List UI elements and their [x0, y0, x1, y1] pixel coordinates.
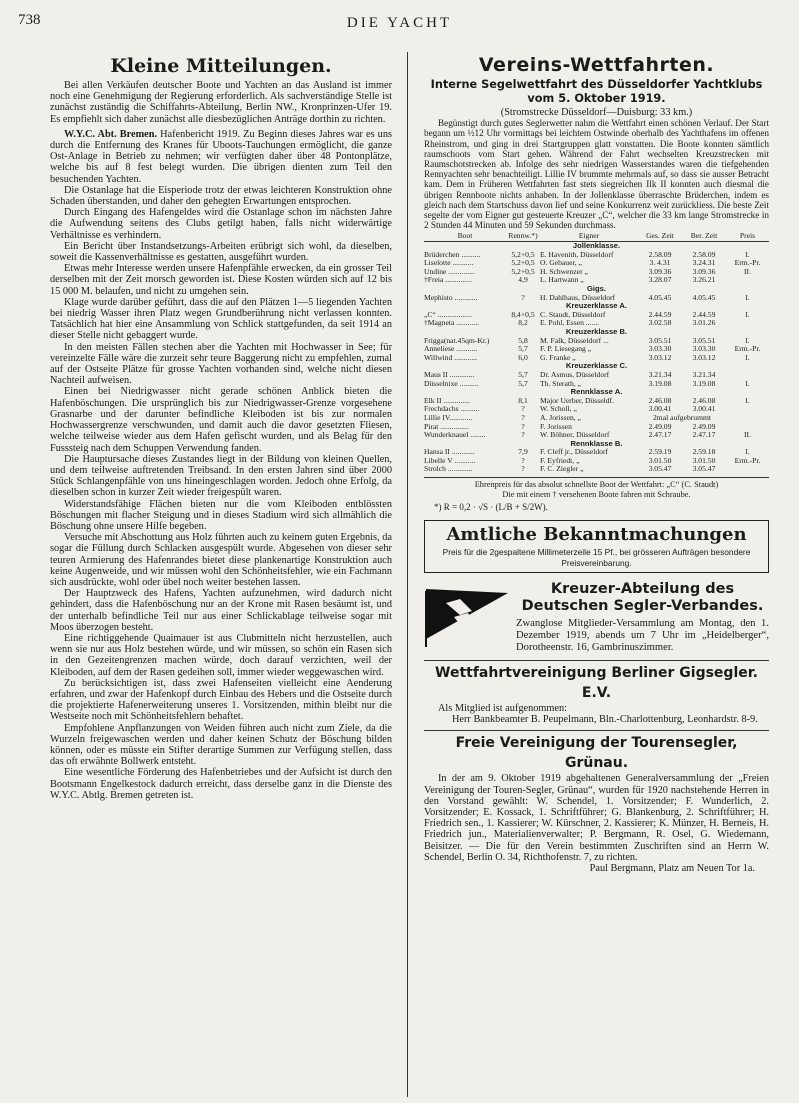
- results-header-row: [424, 232, 769, 241]
- table-cell: 3.19.08: [692, 379, 716, 388]
- col-header: Ges. Zeit: [638, 232, 682, 241]
- class-header-row: [424, 362, 769, 371]
- table-cell: Brüderchen ..........: [424, 250, 481, 259]
- table-cell: E. Pohl, Essen .......: [540, 319, 600, 328]
- table-cell: 3.00.41: [648, 405, 672, 414]
- table-cell: 3.00.41: [692, 405, 716, 414]
- table-cell: I.: [745, 353, 750, 362]
- table-cell: 5,2+0,5: [511, 259, 535, 268]
- table-cell: Dr. Asmus, Düsseldorf: [540, 370, 610, 379]
- table-cell: II.: [744, 267, 751, 276]
- paragraph: Etwas mehr Interesse werden unsere Hafenpfähle erwecken, da ein grosser Teil derselben mit der Zeit morsch geworden ist. Diese Kosten würden sich auf 12 bis 15 000 M. belaufen, und nicht zu umgehen sein.: [50, 263, 392, 297]
- table-cell: Hansa II ............: [424, 448, 475, 457]
- tourensegler-signature: Paul Bergmann, Platz am Neuen Tor 1a.: [589, 863, 755, 875]
- paragraph: Zu berücksichtigen ist, dass zwei Hafenseiten vielleicht eine Aenderung erfahren, und zwar der Hafenkopf durch Einbau des Hebers und die Ostseite durch die projektierte Hafenerweiterung unseres 1. Vorsitzenden, mithin bleibt nur die Westseite noch mit Schönheitsfehlern behaftet.: [50, 677, 392, 723]
- table-row: [424, 294, 769, 303]
- kreuzer-notice: [424, 581, 769, 654]
- class-name: Kreuzerklasse B.: [565, 327, 628, 336]
- table-cell: Liselotte ...........: [424, 259, 474, 268]
- table-cell: 3.03.30: [692, 345, 716, 354]
- table-cell: I.: [745, 293, 750, 302]
- wyc-text: Hafenbericht 1919. Zu Beginn dieses Jahres war es uns durch die Entfernung des Kranes für Uboots-Tauchungen ermöglicht, die ganze Ost-Anlage in Betrieb zu nehmen; wir verfügten daher über 48 Pontonplätze, welche bis auf 8 fest belegt wurden. Die übrigen dienten zum Teil den besuchenden Yachten.: [50, 128, 392, 185]
- section-title-vereins-wettfahrten: Vereins-Wettfahrten.: [478, 54, 715, 76]
- paragraph: Die Hauptursache dieses Zustandes liegt in der Bildung von kleinen Quellen, und dem teilweise auftretenden Treibsand. In den ersten Jahren sind über 2000 Stück Schlangenpfähle von uns hineingeschlagen worden. Jedoch ohne Erfolg, da dieselben schon in kurzer Zeit wieder freigespült waren.: [50, 453, 392, 499]
- table-row: [424, 465, 769, 474]
- table-row: [424, 380, 769, 389]
- table-cell: II.: [744, 431, 751, 440]
- table-row: [424, 354, 769, 363]
- table-cell: 3.19.08: [648, 379, 672, 388]
- divider: [424, 477, 769, 478]
- table-cell: 8,1: [518, 396, 528, 405]
- section-title-kleine-mitteilungen: Kleine Mitteilungen.: [110, 55, 332, 77]
- table-row: [424, 457, 769, 466]
- table-cell: 2.59.18: [692, 448, 716, 457]
- table-cell: 5,7: [518, 345, 528, 354]
- table-cell: 3.05.47: [648, 465, 672, 474]
- table-cell: Strolch .............: [424, 465, 473, 474]
- table-row: [424, 448, 769, 457]
- table-cell: G. Franke „: [540, 353, 576, 362]
- table-cell: Anneliese ...........: [424, 345, 478, 354]
- table-cell: Lillie IV............: [424, 413, 473, 422]
- table-row: [424, 423, 769, 432]
- table-cell: 6,0: [518, 353, 528, 362]
- left-column: [50, 52, 392, 801]
- wettfahrtvereinigung-title: Wettfahrtvereinigung Berliner Gigsegler. E.V.: [435, 665, 758, 702]
- table-cell: 5,2+0,5: [511, 267, 535, 276]
- table-cell: [726, 423, 769, 432]
- table-cell: F. Eyfriedt, „: [540, 456, 580, 465]
- table-cell: 2.47.17: [648, 431, 672, 440]
- table-cell: 2.59.19: [648, 448, 672, 457]
- paragraph: Empfohlene Anpflanzungen von Weiden führen auch nicht zum Ziele, da die Wurzeln freigewaschen werden und daher keinen Schutz der Böschung bilden können, oder es müsste ein Stifter derartige Summen zur Verfügung stellen, dass das oft erwähnte Bollwerk entsteht.: [50, 722, 392, 768]
- paragraph: Der Hauptzweck des Hafens, Yachten aufzunehmen, wird dadurch nicht gehindert, dass die Hafenböschung nur an der Krone mit Rasen besäumt ist, und der unterhalb befindliche Teil nur aus einer Schlickablage teilweise sogar mit Moos überzogen besteht.: [50, 588, 392, 633]
- class-name: Jollenklasse.: [572, 241, 621, 251]
- table-cell: F. Jorissen: [540, 422, 572, 431]
- table-cell: Willwind ............: [424, 353, 478, 362]
- table-cell: Mephisto ............: [424, 293, 478, 302]
- table-row: [424, 268, 769, 277]
- table-cell: 2.58.09: [692, 250, 716, 259]
- table-cell: 3.24.31: [692, 259, 716, 268]
- table-cell: [726, 319, 769, 328]
- table-cell: Pirat ...............: [424, 422, 469, 431]
- class-name: Kreuzerklasse A.: [566, 302, 627, 311]
- kreuzer-title: Kreuzer-Abteilung des Deutschen Segler-Verbandes.: [521, 581, 764, 615]
- table-cell: [726, 465, 769, 474]
- table-cell: A. Jorissen, „: [540, 413, 581, 422]
- table-cell: 3.01.26: [692, 319, 716, 328]
- table-cell: „C“ ..................: [424, 310, 472, 319]
- table-cell: 3.03.12: [692, 353, 716, 362]
- paragraph: Klage wurde darüber geführt, dass die auf den Plätzen 1—5 liegenden Yachten bei niedrig Wasser ihren Platz wegen Grundberührung nicht verlassen konnten. Tatsächlich hat hier eine Ansammlung von Schlick stattgefunden, da seit 1914 an dieser Stelle nicht gebaggert wurde.: [50, 296, 392, 342]
- table-cell: Erm.-Pr.: [734, 345, 761, 354]
- table-cell: 3.05.51: [648, 336, 672, 345]
- tourensegler-text: In der am 9. Oktober 1919 abgehaltenen Generalversammlung der „Freien Vereinigung der Touren-Segler, Grünau“, wurden für 1920 nachstehende Herren in den Vorstand gewählt: W. Schendel, 1. Vorsitzender; F. Wunderlich, 2. Vorsitzender; E. Kossack, 1. Schriftführer; G. Blankenburg, 2. Schriftführer; H. Friedrich sen., 1. Kassierer; W. Kürschner, 2. Kassierer; K. Münzer, H. Berneis, H. Friedrich jun., Materialienverwalter; P. Bergmann, R. Osel, G. Wiedemann, Beisitzer. — Die für den Verein bestimmten Zuschriften sind an Herrn W. Schendel, Berlin O. 34, Richthofenstr. 7, zu richten.: [424, 773, 769, 863]
- amtliche-bekanntmachungen-box: [424, 520, 769, 573]
- paragraph: Einen bei Niedrigwasser nicht gerade schönen Anblick bieten die Hafenböschungen. Die ursprünglich bis zur Niedrigwasser-Grenze vorgesehene Grasnarbe und der darunter befindliche Kleiboden ist bis zur normalen Hochwassergrenze verschwunden, und damit auch die davor gesetzten Fliesen, welche teilweise wieder aus dem Hafen gefischt wurden, und als Belag für den Fusssteig nach dem Schuppen Verwendung fanden.: [50, 386, 392, 454]
- table-cell: 2.44.59: [692, 310, 716, 319]
- table-cell: 3.05.47: [692, 465, 716, 474]
- table-row: [424, 319, 769, 328]
- footnote-ehrenpreis: Ehrenpreis für das absolut schnellste Boot der Wettfahrt: „C“ (C. Staudt): [474, 480, 719, 490]
- table-row: [424, 259, 769, 268]
- table-cell: Undine ..............: [424, 267, 475, 276]
- table-cell: Frigga(nat.45qm-Kr.): [424, 336, 490, 345]
- class-header-row: [424, 440, 769, 449]
- table-cell: 4.05.45: [692, 293, 716, 302]
- table-cell: 3.01.50: [648, 456, 672, 465]
- table-cell: †Magneta ............: [424, 319, 480, 328]
- table-cell: 5,2+0,5: [511, 250, 535, 259]
- paragraph: Widerstandsfähige Flächen bieten nur die vom Kleiboden entblössten Böschungen mit flacher Steigung und in dieses Stadium wird sich allmählich die Böschung ohne unsere Hilfe begeben.: [50, 498, 392, 532]
- table-cell: [726, 371, 769, 380]
- class-header-row: [424, 285, 769, 294]
- divider: [424, 730, 769, 731]
- table-row: [424, 251, 769, 260]
- table-cell: ?: [521, 293, 525, 302]
- column-divider: [407, 52, 408, 1097]
- table-row: [424, 397, 769, 406]
- table-cell: 2.46.08: [692, 396, 716, 405]
- class-header-row: [424, 302, 769, 311]
- table-cell: I.: [745, 396, 750, 405]
- table-cell: 5,7: [518, 370, 528, 379]
- table-cell: I.: [745, 336, 750, 345]
- class-name: Rennklasse B.: [570, 439, 623, 448]
- table-cell: 2.49.09: [648, 422, 672, 431]
- class-header-row: [424, 388, 769, 397]
- table-cell: 3.21.34: [648, 370, 672, 379]
- results-table: [424, 232, 769, 474]
- table-cell: †Freia ..............: [424, 276, 472, 285]
- table-cell: ?: [521, 405, 525, 414]
- table-cell: W. Böhner, Düsseldorf: [540, 431, 610, 440]
- amtliche-title: Amtliche Bekanntmachungen: [446, 524, 747, 546]
- table-cell: Erm.-Pr.: [734, 259, 761, 268]
- table-cell: Frechdachs ..........: [424, 405, 480, 414]
- table-cell: W. Scholl, „: [540, 405, 577, 414]
- table-cell: 2.46.08: [648, 396, 672, 405]
- wyc-lead: W.Y.C. Abt. Bremen.: [64, 128, 158, 140]
- table-cell: O. Gebauer, „: [540, 259, 582, 268]
- col-header: Boot: [424, 232, 506, 241]
- table-cell: 7,9: [518, 448, 528, 457]
- table-cell: Major Uerber, Düsseldf.: [540, 396, 614, 405]
- table-cell: [726, 276, 769, 285]
- table-row: [424, 345, 769, 354]
- table-cell: Erm.-Pr.: [734, 456, 761, 465]
- table-cell: H. Schwenzer „: [540, 267, 588, 276]
- table-cell: 3.03.12: [648, 353, 672, 362]
- table-cell: I.: [745, 310, 750, 319]
- table-cell: 5,7: [518, 379, 528, 388]
- table-cell: I.: [745, 448, 750, 457]
- class-header-row: [424, 328, 769, 337]
- table-cell: Libelle V ...........: [424, 456, 476, 465]
- footnote-schraube: Die mit einem † versehenen Boote fahren mit Schraube.: [502, 490, 691, 500]
- table-cell: 2.47.17: [692, 431, 716, 440]
- wvb-line-1: Als Mitglied ist aufgenommen:: [438, 703, 567, 715]
- table-cell: Düsselnixe ..........: [424, 379, 479, 388]
- race-subtitle: Interne Segelwettfahrt des Düsseldorfer Yachtklubs vom 5. Oktober 1919.: [430, 78, 763, 105]
- table-cell: 3.09.36: [692, 267, 716, 276]
- table-cell: Maus II .............: [424, 370, 475, 379]
- paragraph: Versuche mit Abschottung aus Holz führten auch zu keinem guten Ergebnis, da sogar die Füllung durch Schlacken ausgespült wurde. Abgesehen von dieser sehr teuren Armierung des Hafenrandes bietet diese plankenartige Konstruktion auch keine Augenweide, und wir müssen wohl den Schönheitsfehler, wie ein Fachmann sich ausdrückte, wohl oder übel noch weiter bestehen lassen.: [50, 532, 392, 588]
- table-cell: ?: [521, 465, 525, 474]
- table-cell: C. Staudt, Düsseldorf: [540, 310, 606, 319]
- results-body: [424, 242, 769, 475]
- table-row: [424, 311, 769, 320]
- paragraph: Eine richtiggehende Quaimauer ist aus Clubmitteln nicht herzustellen, auch wenn sie nur aus Holz bestehen würde, und wir müssen, so schön ein Rasen sich in den Gezeitengrenzen machen würde, doch darauf verzichten, weil der Kleiboden, auf dem der Rasen gedeihen soll, immer wieder weggewaschen wird.: [50, 632, 392, 678]
- tourensegler-title: Freie Vereinigung der Tourensegler, Grünau.: [455, 735, 738, 772]
- table-cell: 8,2: [518, 319, 528, 328]
- table-cell: 2mal aufgebrummt: [653, 413, 711, 422]
- class-name: Kreuzerklasse C.: [565, 362, 628, 371]
- table-cell: 3.01.50: [692, 456, 716, 465]
- wvb-line-2: Herr Bankbeamter B. Peupelmann, Bln.-Charlottenburg, Leonhardstr. 8-9.: [452, 714, 758, 726]
- table-cell: 3. 4.31: [649, 259, 671, 268]
- table-cell: [726, 414, 769, 423]
- table-cell: 3.02.58: [648, 319, 672, 328]
- table-cell: 2.49.09: [692, 422, 716, 431]
- table-cell: F. C. Ziegler „: [540, 465, 584, 474]
- col-header: Preis: [726, 232, 769, 241]
- class-header-row: [424, 242, 769, 251]
- race-route: (Stromstrecke Düsseldorf—Duisburg: 33 km.): [500, 107, 693, 118]
- table-cell: 5,8: [518, 336, 528, 345]
- col-header: Rennw.*): [506, 232, 540, 241]
- table-cell: 3.05.51: [692, 336, 716, 345]
- table-row: [424, 371, 769, 380]
- table-cell: Wunderknauel ........: [424, 431, 486, 440]
- class-name: Rennklasse A.: [570, 388, 623, 397]
- amtliche-text: Preis für die 2gespaltene Millimeterzeile 15 Pf., bei grösseren Aufträgen besondere Preisvereinbarung.: [442, 547, 751, 569]
- table-cell: 8,4+0,5: [511, 310, 535, 319]
- paragraph: Bei allen Verkäufen deutscher Boote und Yachten an das Ausland ist immer noch eine Genehmigung der Regierung erforderlich. Als sachverständige Stelle ist zunächst zuständig die Schiffahrts-Abteilung, Berlin NW., Kronprinzen-Ufer 19. Es empfiehlt sich daher zunächst alle diesbezüglichen Anträge dorthin zu richten.: [50, 80, 392, 125]
- table-cell: Elk II ..............: [424, 396, 470, 405]
- table-cell: 4,9: [518, 276, 528, 285]
- table-cell: Th. Sterath, „: [540, 379, 581, 388]
- table-cell: I.: [745, 250, 750, 259]
- table-cell: 2.58.09: [648, 250, 672, 259]
- race-report: Begünstigt durch gutes Seglerwetter nahm die Wettfahrt einen schönen Verlauf. Der Start begann um ½12 Uhr vormittags bei leichtem Ostwinde oberhalb des Yachthafens im offenen Rheinstrom, und ging in drei Startgruppen glatt vonstatten. Die Boote konnten sämtlich raumschoots vom Start gehen. Während der Fahrt wechselten Kreuzstrecken mit Raumschotstrecken ab. Infolge des sehr niedrigen Wasserstandes waren die tiefgehenden Rennyachten sehr benachteiligt. Lillie IV brummte mehrmals auf, so dass sie ausser Betracht kam. Dem in Früheren Wettfahrten fast stets siegreichen Ilk II konnten auch diesmal die übrigen Rennboote nichts anhaben. In der Jollenklasse überraschte Brüderchen, indem es gleich nach dem Startschuss davon lief und seine Konkurrenz weit zurückliess. Die beste Zeit segelte der vom Eigner gut gesteuerte Kreuzer „C“, welcher die 33 km lange Stromstrecke in 2 Stunden 44 Minuten und 59 Sekunden durchmass.: [424, 118, 769, 231]
- table-row: [424, 337, 769, 346]
- formula: *) R = 0,2 · √S · (L/B + S/2W).: [434, 502, 548, 513]
- table-cell: L. Hartwann „: [540, 276, 584, 285]
- table-cell: F. Cleff jr., Düsseldorf: [540, 448, 609, 457]
- table-cell: F. P. Liesegang „: [540, 345, 592, 354]
- running-head: DIE YACHT: [346, 15, 453, 31]
- table-cell: ?: [521, 422, 525, 431]
- table-cell: ?: [521, 456, 525, 465]
- table-cell: ?: [521, 413, 525, 422]
- paragraph: Durch Eingang des Hafengeldes wird die Ostanlage schon im nächsten Jahre die Aufwendung seitens des Clubs getilgt haben, falls nicht widerwärtige Verhältnisse es verhindern.: [50, 207, 392, 241]
- table-cell: 4.05.45: [648, 293, 672, 302]
- table-cell: ?: [521, 431, 525, 440]
- pennant-flag-icon: [424, 581, 510, 647]
- table-cell: 3.26.21: [692, 276, 716, 285]
- table-cell: 3.21.34: [692, 370, 716, 379]
- paragraph: Ein Bericht über Instandsetzungs-Arbeiten erübrigt sich wohl, da dieselben, soweit die Kassenverhältnisse es gestatten, ausgeführt wurden.: [50, 240, 392, 264]
- table-cell: 2.44.59: [648, 310, 672, 319]
- paragraph: Eine wesentliche Förderung des Hafenbetriebes und der Aufsicht ist durch den Bootsmann Engelkestock dadurch erreicht, dass derselbe ganz in die Dienste des W.Y.C. Abtlg. Bremen getreten ist.: [50, 767, 392, 801]
- right-column: [424, 52, 769, 874]
- page-number: 738: [18, 12, 41, 28]
- table-cell: 3.28.07: [648, 276, 672, 285]
- paragraph-wyc: [50, 129, 392, 185]
- table-cell: 3.09.36: [648, 267, 672, 276]
- paragraph: Die Ostanlage hat die Eisperiode trotz der etwas leichteren Konstruktion ohne Schaden überstanden, und daher den gehegten Erwartungen entsprochen.: [50, 184, 392, 208]
- col-header: Ber. Zeit: [682, 232, 726, 241]
- divider: [424, 660, 769, 661]
- table-cell: E. Havenith, Düsseldorf: [540, 250, 614, 259]
- table-row: [424, 276, 769, 285]
- class-name: Gigs.: [587, 285, 606, 293]
- table-cell: [726, 405, 769, 414]
- table-cell: H. Dahlhaus, Düsseldorf: [540, 293, 616, 302]
- table-row: [424, 431, 769, 440]
- table-row: [424, 405, 769, 414]
- col-header: Eigner: [540, 232, 638, 241]
- kreuzer-text: Zwanglose Mitglieder-Versammlung am Montag, den 1. Dezember 1919, abends um 7 Uhr im „Heidelberger“, Dorotheenstr. 16, Gambrinuszimmer.: [516, 618, 769, 654]
- table-cell: M. Falk, Düsseldorf ...: [540, 336, 609, 345]
- table-cell: I.: [745, 379, 750, 388]
- paragraph: In den meisten Fällen stechen aber die Yachten mit Hochwasser in See; für vereinzelte Fälle wäre die zurzeit sehr teure Baggerung nicht zu empfehlen, zumal auf der Ostseite Plätze für grosse Yachten vorhanden sind, welche nicht diesen Nachteil aufweisen.: [50, 341, 392, 387]
- table-cell: 3.03.30: [648, 345, 672, 354]
- table-row: [424, 414, 769, 423]
